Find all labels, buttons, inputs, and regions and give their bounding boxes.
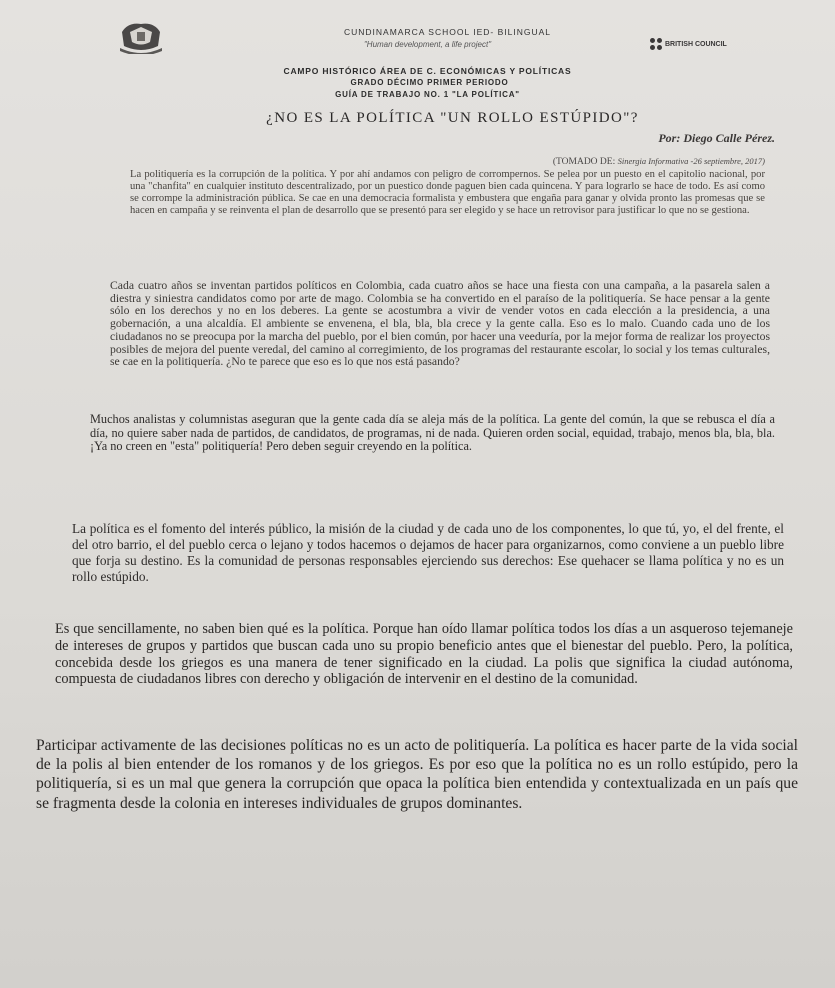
source-prefix: (TOMADO DE: — [552, 157, 618, 167]
guide-heading: GUÍA DE TRABAJO NO. 1 "LA POLÍTICA" — [335, 90, 520, 99]
article-source — [553, 156, 765, 167]
school-motto: "Human development, a life project" — [363, 40, 492, 49]
council-logo-text: BRITISH COUNCIL — [665, 40, 727, 48]
paragraph-1: La politiquería es la corrupción de la política. Y por ahí andamos con peligro de corrompernos. Se pelea por un puesto en el capitolio nacional, por una "chanfita" en cualquier instituto descentralizado, por un puestico donde paguen bien cada quincena. Y para lograrlo se hace de todo. Es así como se corrompe la administración pública. Se cae en una democracia formalista y embustera que engaña para ganar y olvida pronto las promesas que se hacen en campaña y se reinventa el plan de desarrollo que se presentó para ser elegido y se hace un retrovisor para justificar lo que no se gestiona. — [130, 169, 765, 216]
paragraph-5: Es que sencillamente, no saben bien qué es la política. Porque han oído llamar política todos los días a un asqueroso tejemaneje de intereses de grupos y partidos que buscan cada uno su propio beneficio antes que el bienestar del pueblo. Pero, la política, concebida desde los griegos es una manera de tener significado en la ciudad. La polis que significa la ciudad autónoma, compuesta de ciudadanos libres con derecho y obligación de intervenir en el destino de la comunidad. — [55, 621, 793, 688]
school-name: CUNDINAMARCA SCHOOL IED- BILINGUAL — [343, 27, 552, 37]
paragraph-4: La política es el fomento del interés público, la misión de la ciudad y de cada uno de los componentes, lo que tú, yo, el del frente, el del otro barrio, el del pueblo cerca o lejano y todos hacemos o dejamos de hacer para organizarnos, como conviene a un pueblo libre que forja su destino. Es la comunidad de personas responsables ejerciendo sus derechos: Ese quehacer se llama política y no es un rollo estúpido. — [72, 521, 784, 584]
paragraph-2: Cada cuatro años se inventan partidos políticos en Colombia, cada cuatro años se hace una fiesta con una campaña, a la pasarela salen a diestra y siniestra candidatos como por arte de mago. Colombia se ha convertido en el paraíso de la politiquería. Se hace pensar a la gente sólo en los derechos y no en los deberes. La gente se acostumbra a vivir de vender votos en cada elección a la presidencia, a una gobernación, a una alcaldía. El ambiente se envenena, el bla, bla, bla crece y la gente calla. Eso es lo malo. Cuando cada uno de los ciudadanos no se preocupa por la marcha del pueblo, por el bien común, por hacer una veeduría, por la mejor forma de realizar los proyectos posibles de mejora del puente veredal, del camino al corregimiento, de los programas del restaurante escolar, lo social y los temas culturales, se cae en la politiquería. ¿No te parece que eso es lo que nos está pasando? — [110, 279, 770, 369]
paragraph-3: Muchos analistas y columnistas aseguran que la gente cada día se aleja más de la política. La gente del común, la que se rebusca el día a día, no quiere saber nada de partidos, de candidatos, de programas, ni de nada. Quieren orden social, equidad, trabajo, menos bla, bla, bla. ¡Ya no creen en "esta" politiquería! Pero deben seguir creyendo en la política. — [90, 412, 775, 454]
article-title: ¿NO ES LA POLÍTICA "UN ROLLO ESTÚPIDO"? — [266, 110, 639, 126]
paragraph-6: Participar activamente de las decisiones políticas no es un acto de politiquería. La política es hacer parte de la vida social de la polis al bien entender de los romanos y de los griegos. Es por eso que la política no es un rollo estúpido, pero la politiquería, si es un mal que genera la corrupción que opaca la política bien entendida y contextualizada en un país que se fragmenta desde la colonia en intereses individuales de grupos dominantes. — [36, 737, 798, 812]
article-author: Por: Diego Calle Pérez. — [658, 131, 775, 145]
area-heading: CAMPO HISTÓRICO ÁREA DE C. ECONÓMICAS Y POLÍTICAS — [283, 66, 572, 76]
source-name: Sinergia Informativa -26 septiembre, 2017) — [617, 156, 765, 166]
grade-heading: GRADO DÉCIMO PRIMER PERIODO — [350, 78, 509, 87]
